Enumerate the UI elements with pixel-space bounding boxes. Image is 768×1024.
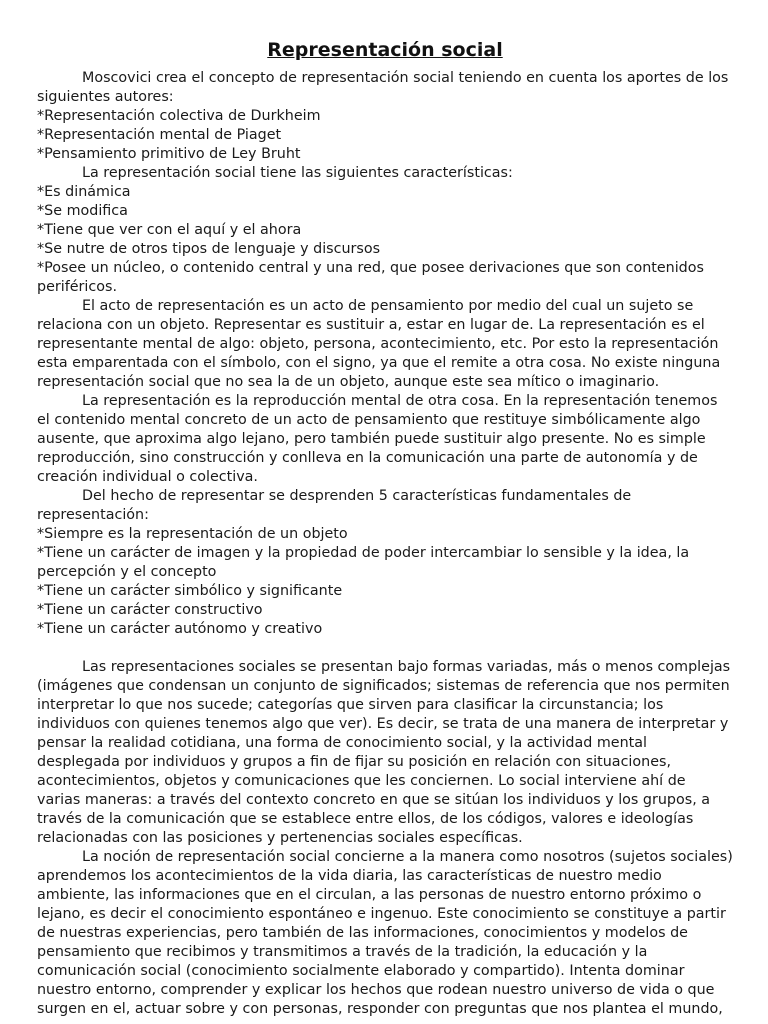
bullet-item: *Posee un núcleo, o contenido central y una red, que posee derivaciones que son contenidos periféricos.	[37, 260, 704, 295]
bullet-item: *Tiene un carácter constructivo	[37, 602, 263, 618]
bullet-item: *Pensamiento primitivo de Ley Bruht	[37, 146, 301, 162]
blank-line	[37, 639, 733, 658]
paragraph: La representación es la reproducción mental de otra cosa. En la representación tenemos el contenido mental concreto de un acto de pensamiento que restituye simbólicamente algo ausente, que aproxima algo lejano, pero también puede sustituir algo presente. No es simple reproducción, sino construcción y conlleva en la comunicación una parte de autonomía y de creación individual o colectiva.	[37, 393, 718, 485]
bullet-item: *Siempre es la representación de un objeto	[37, 526, 348, 542]
paragraph: Las representaciones sociales se presentan bajo formas variadas, más o menos complejas (imágenes que condensan un conjunto de significados; sistemas de referencia que nos permiten interpretar lo que nos sucede; categorías que sirven para clasificar la circunstancia; los individuos con quienes tenemos algo que ver). Es decir, se trata de una manera de interpretar y pensar la realidad cotidiana, una forma de conocimiento social, y la actividad mental desplegada por individuos y grupos a fin de fijar su posición en relación con situaciones, acontecimientos, objetos y comunicaciones que les conciernen. Lo social interviene ahí de varias maneras: a través del contexto concreto en que se sitúan los individuos y los grupos, a través de la comunicación que se establece entre ellos, de los códigos, valores e ideologías relacionadas con las posiciones y pertenencias sociales específicas.	[37, 659, 731, 846]
bullet-item: *Tiene un carácter autónomo y creativo	[37, 621, 323, 637]
paragraph: La representación social tiene las siguientes características:	[82, 165, 513, 181]
paragraph: La noción de representación social concierne a la manera como nosotros (sujetos sociales) aprendemos los acontecimientos de la vida diaria, las características de nuestro medio ambiente, las informaciones que en el circulan, a las personas de nuestro entorno próximo o lejano, es decir el conocimiento espontáneo e ingenuo. Este conocimiento se constituye a partir de nuestras experiencias, pero también de las informaciones, conocimientos y modelos de pensamiento que recibimos y transmitimos a través de la tradición, la educación y la comunicación social (conocimiento socialmente elaborado y compartido). Intenta dominar nuestro entorno, comprender y explicar los hechos que rodean nuestro universo de vida o que surgen en el, actuar sobre y con personas, responder con preguntas que nos plantea el mundo,	[37, 849, 733, 1017]
document-content	[37, 69, 733, 1019]
document-title: Representación social	[267, 39, 503, 61]
bullet-item: *Se nutre de otros tipos de lenguaje y discursos	[37, 241, 381, 257]
document-body	[37, 37, 733, 1019]
bullet-item: *Representación colectiva de Durkheim	[37, 108, 321, 124]
bullet-item: *Se modifica	[37, 203, 128, 219]
paragraph: Del hecho de representar se desprenden 5 características fundamentales de representación:	[37, 488, 632, 523]
bullet-item: *Tiene un carácter simbólico y significante	[37, 583, 343, 599]
paragraph: El acto de representación es un acto de pensamiento por medio del cual un sujeto se relaciona con un objeto. Representar es sustituir a, estar en lugar de. La representación es el representante mental de algo: objeto, persona, acontecimiento, etc. Por esto la representación esta emparentada con el símbolo, con el signo, ya que el remite a otra cosa. No existe ninguna representación social que no sea la de un objeto, aunque este sea mítico o imaginario.	[37, 298, 721, 390]
paragraph: Moscovici crea el concepto de representación social teniendo en cuenta los aportes de los siguientes autores:	[37, 70, 729, 105]
bullet-item: *Representación mental de Piaget	[37, 127, 282, 143]
bullet-item: *Tiene que ver con el aquí y el ahora	[37, 222, 302, 238]
bullet-item: *Tiene un carácter de imagen y la propiedad de poder intercambiar lo sensible y la idea, la percepción y el concepto	[37, 545, 690, 580]
bullet-item: *Es dinámica	[37, 184, 131, 200]
